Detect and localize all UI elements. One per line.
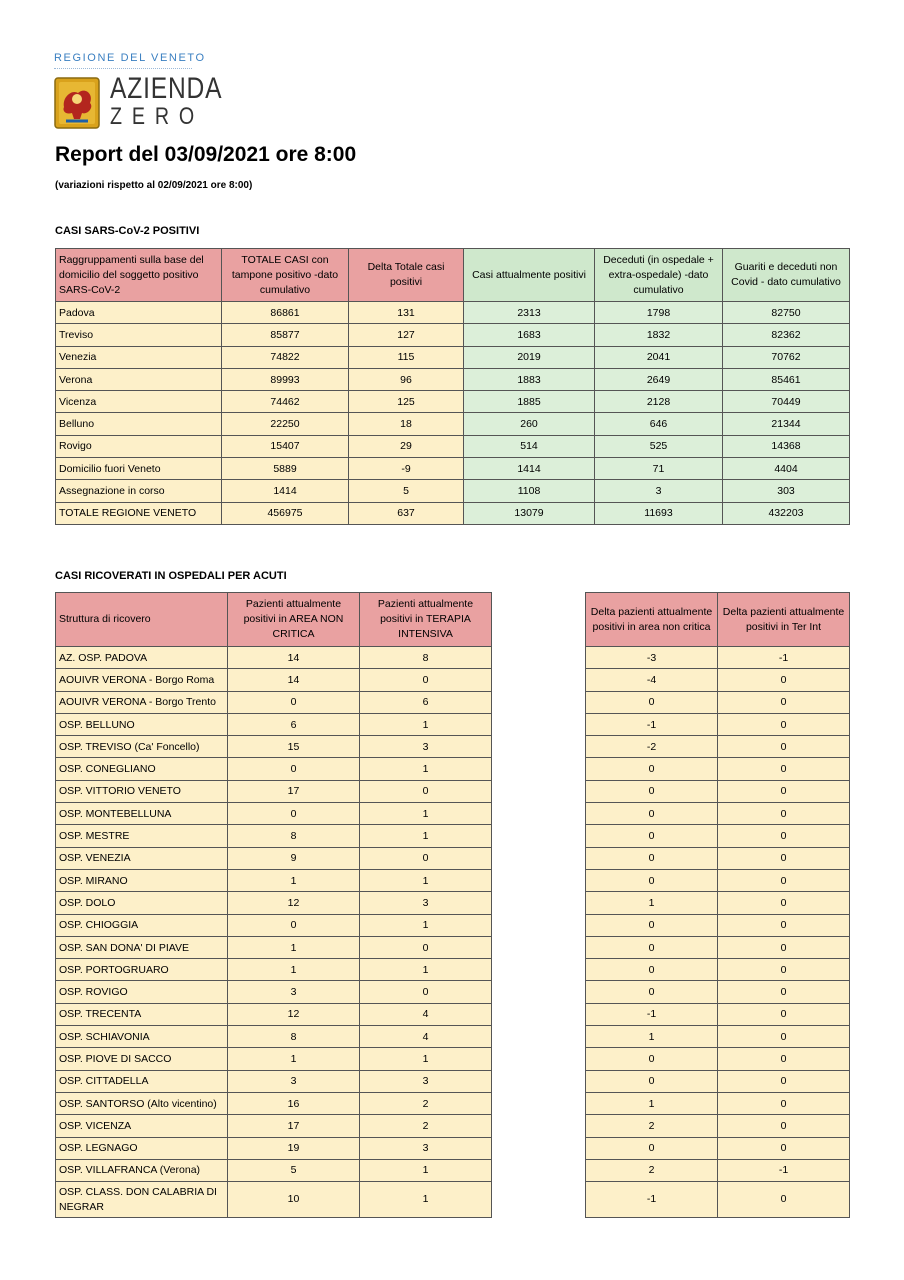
noncritical-cell: 1: [228, 936, 360, 958]
delta-icu-cell: 0: [718, 713, 850, 735]
active-cases-cell: 13079: [464, 502, 595, 524]
delta-noncritical-cell: 0: [586, 981, 718, 1003]
recovered-cell: 70449: [723, 391, 850, 413]
icu-cell: 0: [360, 981, 492, 1003]
total-cases-cell: 86861: [222, 302, 349, 324]
delta-icu-cell: 0: [718, 1137, 850, 1159]
active-cases-cell: 514: [464, 435, 595, 457]
deceased-cell: 1798: [595, 302, 723, 324]
delta-row: [586, 959, 850, 981]
hospital-row: [56, 780, 492, 802]
noncritical-cell: 3: [228, 981, 360, 1003]
noncritical-cell: 0: [228, 803, 360, 825]
delta-row: [586, 825, 850, 847]
delta-icu-cell: -1: [718, 1159, 850, 1181]
delta-noncritical-cell: 0: [586, 825, 718, 847]
delta-noncritical-cell: 0: [586, 936, 718, 958]
delta-cases-cell: 5: [349, 480, 464, 502]
total-cases-cell: 1414: [222, 480, 349, 502]
delta-row: [586, 1159, 850, 1181]
hospital-row: [56, 847, 492, 869]
area-cell: Vicenza: [56, 391, 222, 413]
delta-noncritical-cell: 1: [586, 1092, 718, 1114]
hospital-row: [56, 803, 492, 825]
delta-row: [586, 780, 850, 802]
delta-cases-cell: 18: [349, 413, 464, 435]
cases-row: [56, 480, 850, 502]
hospital-name-cell: OSP. TREVISO (Ca' Foncello): [56, 736, 228, 758]
delta-icu-cell: 0: [718, 936, 850, 958]
deceased-cell: 2041: [595, 346, 723, 368]
cases-row: [56, 368, 850, 390]
delta-row: [586, 647, 850, 669]
cases-row: [56, 302, 850, 324]
delta-cases-cell: 96: [349, 368, 464, 390]
cases-row: [56, 413, 850, 435]
delta-icu-cell: 0: [718, 825, 850, 847]
delta-row: [586, 847, 850, 869]
noncritical-cell: 6: [228, 713, 360, 735]
noncritical-cell: 17: [228, 780, 360, 802]
active-cases-cell: 260: [464, 413, 595, 435]
delta-noncritical-cell: 0: [586, 780, 718, 802]
icu-cell: 6: [360, 691, 492, 713]
active-cases-cell: 1414: [464, 458, 595, 480]
delta-noncritical-cell: -1: [586, 713, 718, 735]
delta-noncritical-cell: 0: [586, 959, 718, 981]
delta-icu-cell: 0: [718, 1048, 850, 1070]
hospital-name-cell: OSP. VITTORIO VENETO: [56, 780, 228, 802]
hospital-name-cell: OSP. VICENZA: [56, 1115, 228, 1137]
hospital-row: [56, 1115, 492, 1137]
icu-cell: 3: [360, 1070, 492, 1092]
hospital-name-cell: OSP. SCHIAVONIA: [56, 1026, 228, 1048]
noncritical-cell: 12: [228, 892, 360, 914]
hospital-row: [56, 713, 492, 735]
delta-cases-cell: 131: [349, 302, 464, 324]
delta-noncritical-cell: 0: [586, 758, 718, 780]
noncritical-cell: 15: [228, 736, 360, 758]
delta-icu-cell: 0: [718, 669, 850, 691]
delta-icu-cell: 0: [718, 981, 850, 1003]
delta-row: [586, 1182, 850, 1218]
cases-header-delta: Delta Totale casi positivi: [349, 249, 464, 302]
cases-row: [56, 435, 850, 457]
icu-cell: 3: [360, 736, 492, 758]
delta-icu-cell: 0: [718, 803, 850, 825]
delta-row: [586, 669, 850, 691]
active-cases-cell: 1108: [464, 480, 595, 502]
delta-icu-cell: 0: [718, 780, 850, 802]
cases-row: [56, 391, 850, 413]
delta-noncritical-cell: -2: [586, 736, 718, 758]
area-cell: Verona: [56, 368, 222, 390]
hospital-name-cell: OSP. CITTADELLA: [56, 1070, 228, 1092]
delta-icu-cell: -1: [718, 647, 850, 669]
region-divider: [54, 68, 192, 69]
delta-noncritical-cell: 0: [586, 847, 718, 869]
cases-row: [56, 458, 850, 480]
hospital-name-cell: OSP. MONTEBELLUNA: [56, 803, 228, 825]
icu-cell: 0: [360, 669, 492, 691]
noncritical-cell: 3: [228, 1070, 360, 1092]
delta-icu-cell: 0: [718, 1003, 850, 1025]
logo: [54, 52, 254, 132]
deceased-cell: 2128: [595, 391, 723, 413]
delta-noncritical-cell: 0: [586, 914, 718, 936]
hospital-delta-table: [585, 592, 850, 1218]
noncritical-cell: 1: [228, 869, 360, 891]
hospital-row: [56, 869, 492, 891]
hospital-row: [56, 736, 492, 758]
delta-icu-cell: 0: [718, 758, 850, 780]
delta-cases-cell: 115: [349, 346, 464, 368]
noncritical-cell: 16: [228, 1092, 360, 1114]
hospital-name-cell: OSP. CHIOGGIA: [56, 914, 228, 936]
icu-cell: 3: [360, 892, 492, 914]
icu-cell: 4: [360, 1003, 492, 1025]
delta-cases-cell: -9: [349, 458, 464, 480]
active-cases-cell: 1883: [464, 368, 595, 390]
hospital-header-noncritical: Pazienti attualmente positivi in AREA NON CRITICA: [228, 593, 360, 647]
hospital-row: [56, 1092, 492, 1114]
delta-row: [586, 1070, 850, 1092]
noncritical-cell: 9: [228, 847, 360, 869]
noncritical-cell: 1: [228, 1048, 360, 1070]
hospital-table: [55, 592, 492, 1218]
icu-cell: 1: [360, 713, 492, 735]
delta-noncritical-cell: 0: [586, 1048, 718, 1070]
area-cell: Domicilio fuori Veneto: [56, 458, 222, 480]
delta-icu-cell: 0: [718, 914, 850, 936]
total-cases-cell: 15407: [222, 435, 349, 457]
total-cases-cell: 5889: [222, 458, 349, 480]
hospital-name-cell: OSP. SAN DONA' DI PIAVE: [56, 936, 228, 958]
delta-noncritical-cell: -1: [586, 1003, 718, 1025]
area-cell: Rovigo: [56, 435, 222, 457]
noncritical-cell: 0: [228, 758, 360, 780]
icu-cell: 0: [360, 936, 492, 958]
cases-header-total: TOTALE CASI con tampone positivo -dato cumulativo: [222, 249, 349, 302]
area-cell: Assegnazione in corso: [56, 480, 222, 502]
delta-noncritical-cell: 0: [586, 869, 718, 891]
hospital-row: [56, 959, 492, 981]
page-subtitle: (variazioni rispetto al 02/09/2021 ore 8:00): [55, 180, 253, 191]
hospital-row: [56, 669, 492, 691]
delta-row: [586, 914, 850, 936]
delta-row: [586, 1003, 850, 1025]
hospital-row: [56, 981, 492, 1003]
hospital-row: [56, 1003, 492, 1025]
area-cell: Treviso: [56, 324, 222, 346]
hospital-name-cell: OSP. SANTORSO (Alto vicentino): [56, 1092, 228, 1114]
icu-cell: 1: [360, 803, 492, 825]
delta-row: [586, 892, 850, 914]
deceased-cell: 3: [595, 480, 723, 502]
noncritical-cell: 17: [228, 1115, 360, 1137]
hospital-name-cell: AZ. OSP. PADOVA: [56, 647, 228, 669]
icu-cell: 1: [360, 959, 492, 981]
cases-row: [56, 346, 850, 368]
hospital-name-cell: OSP. MESTRE: [56, 825, 228, 847]
hospital-row: [56, 1070, 492, 1092]
delta-noncritical-cell: 0: [586, 1137, 718, 1159]
lion-crest-icon: [54, 77, 100, 129]
deceased-cell: 1832: [595, 324, 723, 346]
delta-noncritical-cell: 0: [586, 803, 718, 825]
icu-cell: 2: [360, 1092, 492, 1114]
noncritical-cell: 12: [228, 1003, 360, 1025]
cases-table: [55, 248, 850, 525]
delta-icu-cell: 0: [718, 892, 850, 914]
recovered-cell: 303: [723, 480, 850, 502]
icu-cell: 2: [360, 1115, 492, 1137]
area-cell: Belluno: [56, 413, 222, 435]
recovered-cell: 14368: [723, 435, 850, 457]
hospital-header-structure: Struttura di ricovero: [56, 593, 228, 647]
noncritical-cell: 0: [228, 914, 360, 936]
deceased-cell: 2649: [595, 368, 723, 390]
delta-icu-cell: 0: [718, 1026, 850, 1048]
hospital-row: [56, 647, 492, 669]
icu-cell: 1: [360, 1159, 492, 1181]
deceased-cell: 646: [595, 413, 723, 435]
hospital-name-cell: OSP. BELLUNO: [56, 713, 228, 735]
active-cases-cell: 1885: [464, 391, 595, 413]
delta-noncritical-cell: 1: [586, 892, 718, 914]
active-cases-cell: 2313: [464, 302, 595, 324]
total-cases-cell: 22250: [222, 413, 349, 435]
delta-icu-cell: 0: [718, 1182, 850, 1218]
recovered-cell: 70762: [723, 346, 850, 368]
delta-row: [586, 1137, 850, 1159]
icu-cell: 1: [360, 869, 492, 891]
icu-cell: 1: [360, 914, 492, 936]
delta-icu-cell: 0: [718, 691, 850, 713]
hospital-name-cell: OSP. ROVIGO: [56, 981, 228, 1003]
total-cases-cell: 89993: [222, 368, 349, 390]
delta-row: [586, 869, 850, 891]
hospital-section-title: CASI RICOVERATI IN OSPEDALI PER ACUTI: [55, 570, 287, 582]
hospital-row: [56, 1026, 492, 1048]
recovered-cell: 82750: [723, 302, 850, 324]
cases-row: [56, 324, 850, 346]
delta-noncritical-cell: 1: [586, 1026, 718, 1048]
noncritical-cell: 10: [228, 1182, 360, 1218]
delta-cases-cell: 637: [349, 502, 464, 524]
delta-noncritical-cell: 2: [586, 1159, 718, 1181]
deceased-cell: 71: [595, 458, 723, 480]
delta-icu-cell: 0: [718, 1115, 850, 1137]
hospital-name-cell: OSP. DOLO: [56, 892, 228, 914]
noncritical-cell: 14: [228, 647, 360, 669]
recovered-cell: 4404: [723, 458, 850, 480]
cases-header-recovered: Guariti e deceduti non Covid - dato cumulativo: [723, 249, 850, 302]
delta-cases-cell: 29: [349, 435, 464, 457]
hospital-name-cell: OSP. PIOVE DI SACCO: [56, 1048, 228, 1070]
area-cell: TOTALE REGIONE VENETO: [56, 502, 222, 524]
area-cell: Venezia: [56, 346, 222, 368]
active-cases-cell: 2019: [464, 346, 595, 368]
delta-icu-cell: 0: [718, 1092, 850, 1114]
hospital-header-icu: Pazienti attualmente positivi in TERAPIA INTENSIVA: [360, 593, 492, 647]
hospital-row: [56, 825, 492, 847]
noncritical-cell: 0: [228, 691, 360, 713]
delta-row: [586, 803, 850, 825]
cases-row: [56, 502, 850, 524]
icu-cell: 3: [360, 1137, 492, 1159]
deceased-cell: 11693: [595, 502, 723, 524]
hospital-row: [56, 892, 492, 914]
icu-cell: 1: [360, 1048, 492, 1070]
delta-icu-cell: 0: [718, 869, 850, 891]
hospital-row: [56, 1137, 492, 1159]
delta-noncritical-cell: -3: [586, 647, 718, 669]
total-cases-cell: 74822: [222, 346, 349, 368]
delta-row: [586, 736, 850, 758]
recovered-cell: 432203: [723, 502, 850, 524]
delta-row: [586, 691, 850, 713]
delta-noncritical-cell: -4: [586, 669, 718, 691]
delta-row: [586, 1048, 850, 1070]
total-cases-cell: 85877: [222, 324, 349, 346]
delta-icu-cell: 0: [718, 736, 850, 758]
noncritical-cell: 5: [228, 1159, 360, 1181]
delta-row: [586, 936, 850, 958]
delta-row: [586, 981, 850, 1003]
hospital-row: [56, 691, 492, 713]
hospital-row: [56, 758, 492, 780]
cases-header-area: Raggruppamenti sulla base del domicilio del soggetto positivo SARS-CoV-2: [56, 249, 222, 302]
cases-header-active: Casi attualmente positivi: [464, 249, 595, 302]
region-label: REGIONE DEL VENETO: [54, 52, 206, 64]
noncritical-cell: 19: [228, 1137, 360, 1159]
delta-row: [586, 758, 850, 780]
hospital-name-cell: OSP. VILLAFRANCA (Verona): [56, 1159, 228, 1181]
icu-cell: 1: [360, 1182, 492, 1218]
hospital-row: [56, 914, 492, 936]
hospital-name-cell: OSP. TRECENTA: [56, 1003, 228, 1025]
org-name-line1: AZIENDA: [110, 72, 223, 105]
recovered-cell: 82362: [723, 324, 850, 346]
hospital-name-cell: AOUIVR VERONA - Borgo Roma: [56, 669, 228, 691]
recovered-cell: 85461: [723, 368, 850, 390]
delta-row: [586, 713, 850, 735]
hospital-name-cell: AOUIVR VERONA - Borgo Trento: [56, 691, 228, 713]
icu-cell: 8: [360, 647, 492, 669]
hospital-name-cell: OSP. VENEZIA: [56, 847, 228, 869]
hospital-row: [56, 1048, 492, 1070]
noncritical-cell: 1: [228, 959, 360, 981]
noncritical-cell: 8: [228, 825, 360, 847]
total-cases-cell: 74462: [222, 391, 349, 413]
org-name-line2: ZERO: [110, 103, 205, 130]
recovered-cell: 21344: [723, 413, 850, 435]
delta-icu-cell: 0: [718, 959, 850, 981]
icu-cell: 4: [360, 1026, 492, 1048]
hospital-row: [56, 936, 492, 958]
page-title: Report del 03/09/2021 ore 8:00: [55, 143, 357, 166]
delta-icu-cell: 0: [718, 1070, 850, 1092]
hospital-name-cell: OSP. MIRANO: [56, 869, 228, 891]
icu-cell: 1: [360, 825, 492, 847]
delta-header-icu: Delta pazienti attualmente positivi in Ter Int: [718, 593, 850, 647]
icu-cell: 0: [360, 780, 492, 802]
delta-header-noncritical: Delta pazienti attualmente positivi in area non critica: [586, 593, 718, 647]
delta-row: [586, 1092, 850, 1114]
cases-section-title: CASI SARS-CoV-2 POSITIVI: [55, 225, 200, 237]
hospital-name-cell: OSP. PORTOGRUARO: [56, 959, 228, 981]
total-cases-cell: 456975: [222, 502, 349, 524]
hospital-name-cell: OSP. CONEGLIANO: [56, 758, 228, 780]
hospital-name-cell: OSP. CLASS. DON CALABRIA DI NEGRAR: [56, 1182, 228, 1218]
delta-icu-cell: 0: [718, 847, 850, 869]
icu-cell: 0: [360, 847, 492, 869]
delta-noncritical-cell: 0: [586, 1070, 718, 1092]
delta-noncritical-cell: -1: [586, 1182, 718, 1218]
hospital-row: [56, 1159, 492, 1181]
delta-cases-cell: 127: [349, 324, 464, 346]
cases-header-deceased: Deceduti (in ospedale + extra-ospedale) -dato cumulativo: [595, 249, 723, 302]
active-cases-cell: 1683: [464, 324, 595, 346]
delta-row: [586, 1026, 850, 1048]
noncritical-cell: 14: [228, 669, 360, 691]
noncritical-cell: 8: [228, 1026, 360, 1048]
deceased-cell: 525: [595, 435, 723, 457]
delta-row: [586, 1115, 850, 1137]
delta-noncritical-cell: 2: [586, 1115, 718, 1137]
delta-cases-cell: 125: [349, 391, 464, 413]
hospital-name-cell: OSP. LEGNAGO: [56, 1137, 228, 1159]
hospital-row: [56, 1182, 492, 1218]
area-cell: Padova: [56, 302, 222, 324]
delta-noncritical-cell: 0: [586, 691, 718, 713]
icu-cell: 1: [360, 758, 492, 780]
